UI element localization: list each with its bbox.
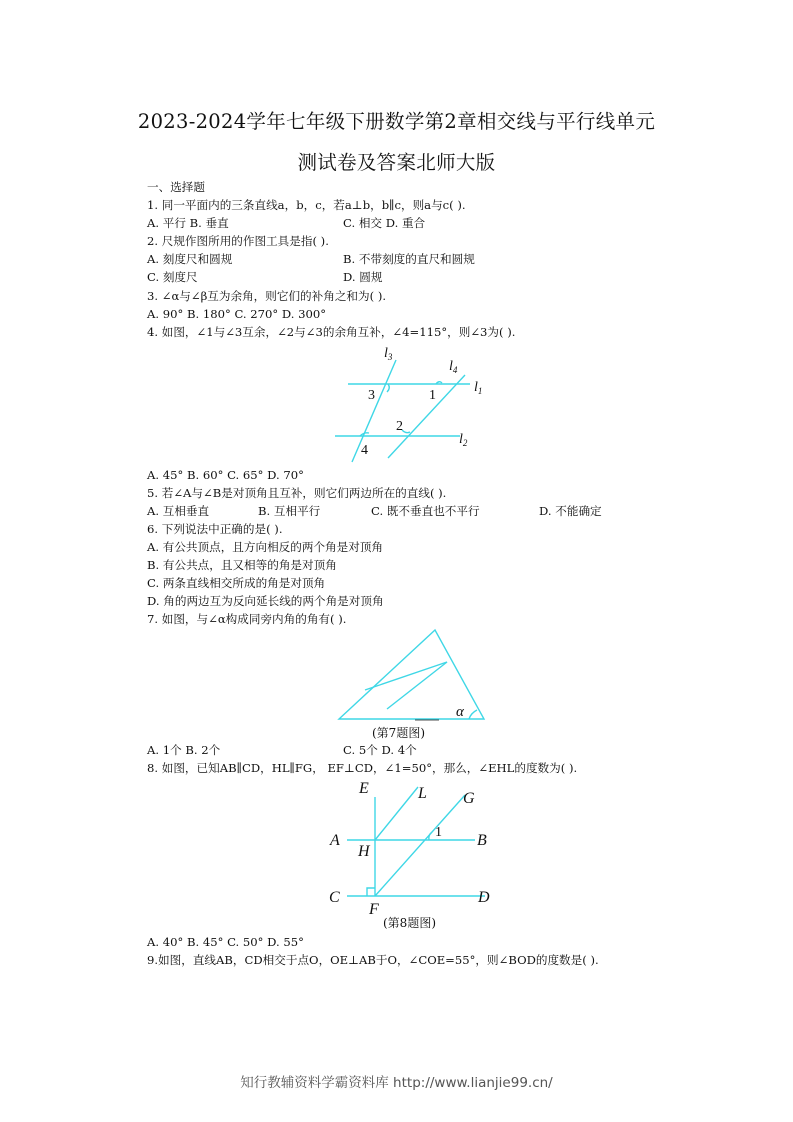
q7-stem: 7. 如图，与∠α构成同旁内角的角有( ).: [147, 612, 347, 626]
q6-option-a: A. 有公共顶点，且方向相反的两个角是对顶角: [147, 540, 384, 554]
q3-stem: 3. ∠α与∠β互为余角，则它们的补角之和为( ).: [147, 289, 387, 303]
q5-option-a: A. 互相垂直: [147, 504, 210, 518]
q8-label-L: L: [418, 785, 427, 802]
q8-stem: 8. 如图，已知AB∥CD，HL∥FG， EF⊥CD，∠1=50°，那么，∠EHL的度数为( ).: [147, 761, 578, 775]
q8-label-E: E: [359, 780, 369, 797]
q7-option-ab: A. 1个 B. 2个: [147, 743, 221, 757]
q4-angle-3: 3: [368, 388, 375, 403]
q8-figure: [325, 777, 505, 932]
q6-option-d: D. 角的两边互为反向延长线的两个角是对顶角: [147, 594, 384, 608]
doc-title-line1: 2023-2024学年七年级下册数学第2章相交线与平行线单元: [137, 110, 656, 133]
q8-label-G: G: [463, 790, 475, 807]
q5-option-c: C. 既不垂直也不平行: [371, 504, 480, 518]
q1-option-cd: C. 相交 D. 重合: [343, 216, 426, 230]
q8-label-B: B: [477, 832, 487, 849]
q4-figure: [330, 340, 500, 465]
q2-stem: 2. 尺规作图所用的作图工具是指( ).: [147, 234, 329, 248]
q6-stem: 6. 下列说法中正确的是( ).: [147, 522, 283, 536]
q2-option-d: D. 圆规: [343, 270, 383, 284]
q8-label-A: A: [330, 832, 340, 849]
q5-stem: 5. 若∠A与∠B是对顶角且互补，则它们两边所在的直线( ).: [147, 486, 447, 500]
q4-label-l1: $l_1$: [474, 380, 483, 396]
q4-angle-2: 2: [396, 419, 403, 434]
q8-caption: (第8题图): [383, 916, 436, 930]
q4-label-l4: $l_4$: [449, 359, 458, 375]
q4-angle-4: 4: [361, 443, 368, 458]
footer-watermark: 知行教辅资料学霸资料库 http://www.lianjie99.cn/: [240, 1075, 553, 1091]
q4-options: A. 45° B. 60° C. 65° D. 70°: [147, 468, 304, 482]
q8-angle-1: 1: [435, 825, 442, 840]
q8-label-D: D: [478, 889, 490, 906]
q7-option-cd: C. 5个 D. 4个: [343, 743, 417, 757]
q6-option-c: C. 两条直线相交所成的角是对顶角: [147, 576, 326, 590]
q3-options: A. 90° B. 180° C. 270° D. 300°: [147, 307, 327, 321]
q5-option-d: D. 不能确定: [539, 504, 602, 518]
q7-figure: [335, 628, 495, 740]
q2-option-a: A. 刻度尺和圆规: [147, 252, 233, 266]
q6-option-b: B. 有公共点，且又相等的角是对顶角: [147, 558, 337, 572]
q8-label-F: F: [369, 901, 379, 918]
section-heading: 一、选择题: [147, 180, 205, 194]
q7-caption: (第7题图): [372, 726, 425, 740]
q4-label-l2: $l_2$: [459, 432, 468, 448]
q8-options: A. 40° B. 45° C. 50° D. 55°: [147, 935, 304, 949]
q8-label-H: H: [358, 843, 370, 860]
q1-stem: 1. 同一平面内的三条直线a，b，c，若a⊥b，b∥c，则a与c( ).: [147, 198, 466, 212]
q7-angle-alpha: α: [456, 704, 464, 720]
q9-stem: 9.如图，直线AB，CD相交于点O，OE⊥AB于O，∠COE=55°，则∠BOD的度数是( ).: [147, 953, 599, 967]
doc-title-line2: 测试卷及答案北师大版: [297, 151, 496, 174]
q8-label-C: C: [329, 889, 340, 906]
q5-option-b: B. 互相平行: [258, 504, 321, 518]
q4-angle-1: 1: [429, 388, 436, 403]
q4-label-l3: $l_3$: [384, 346, 393, 362]
q4-stem: 4. 如图，∠1与∠3互余，∠2与∠3的余角互补，∠4=115°，则∠3为( ).: [147, 325, 516, 339]
q1-option-ab: A. 平行 B. 垂直: [147, 216, 229, 230]
q2-option-c: C. 刻度尺: [147, 270, 198, 284]
q2-option-b: B. 不带刻度的直尺和圆规: [343, 252, 475, 266]
